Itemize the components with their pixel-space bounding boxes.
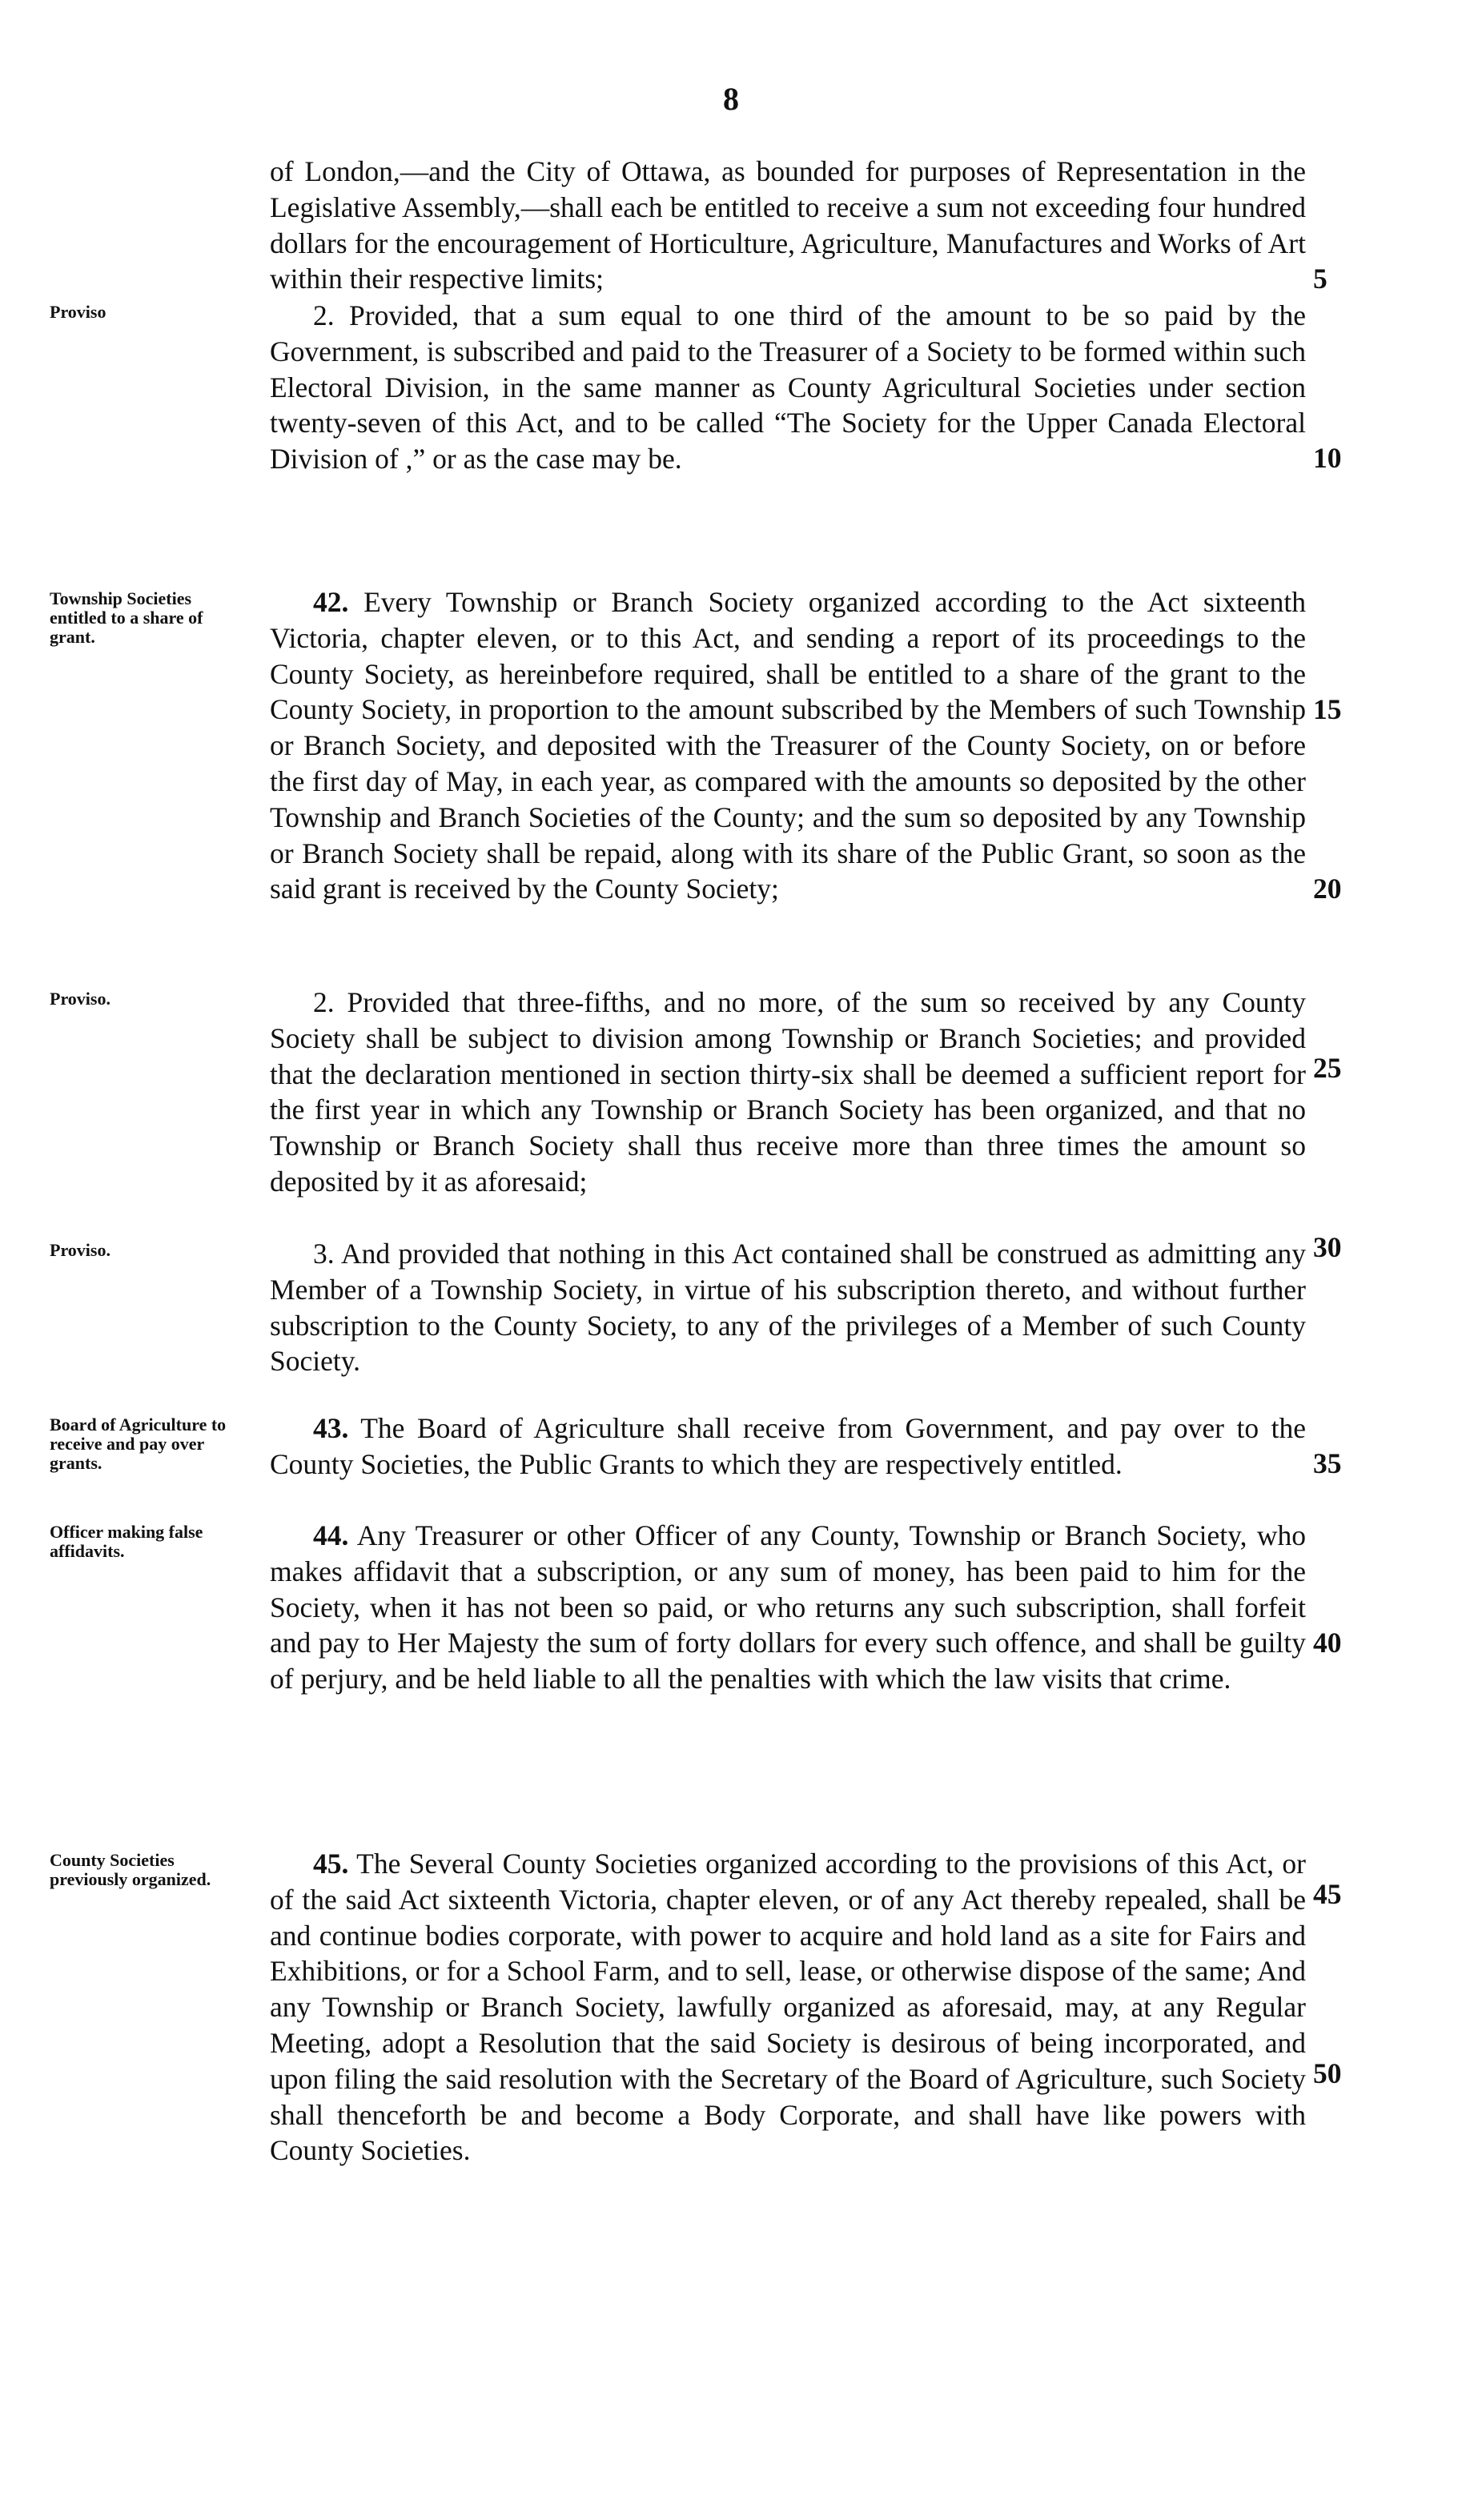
proviso-2-block — [270, 985, 1306, 1200]
section-43-number: 43. — [313, 1412, 349, 1444]
section-44-paragraph — [270, 1518, 1306, 1697]
line-number: 35 — [1313, 1447, 1342, 1479]
line-number: 30 — [1313, 1231, 1342, 1263]
line-number: 50 — [1313, 2057, 1342, 2089]
section-44-text: Any Treasurer or other Officer of any County, Township or Branch Society, who makes affidavit that a subscription, or any sum of money, has been paid to him for the Society, when it has not been so paid, or who returns any such subscription, shall forfeit and pay to Her Majesty the sum of forty dollars for every such offence, and shall be guilty of perjury, and be held liable to all the penalties with which the law visits that crime. — [270, 1519, 1306, 1695]
proviso-3-block — [270, 1236, 1306, 1379]
proviso-3-paragraph: 3. And provided that nothing in this Act contained shall be construed as admitting any Member of a Township Society, in virtue of his subscription thereto, and without further subscription to the County Society, to any of the privileges of a Member of such County Society. — [270, 1238, 1306, 1378]
proviso-2-paragraph: 2. Provided that three-fifths, and no more, of the sum so received by any County Society shall be subject to division among Township or Branch Societies; and provided that the declaration mentioned in section thirty-six shall be deemed a sufficient report for the first year in which any Township or Branch Society has been organized, and that no Township or Branch Society shall thus receive more than three times the amount so deposited by it as aforesaid; — [270, 986, 1306, 1198]
section-43-text: The Board of Agriculture shall receive from Government, and pay over to the County Societies, the Public Grants to which they are respectively entitled. — [270, 1412, 1307, 1480]
section-45-block — [270, 1846, 1306, 2169]
page-number: 8 — [723, 81, 739, 117]
section-42-block — [270, 584, 1306, 907]
line-number: 5 — [1313, 263, 1327, 295]
margin-note-section-45: County Societies previously organized. — [50, 1850, 211, 1889]
section-45-number: 45. — [313, 1848, 349, 1880]
section-43-block — [270, 1410, 1306, 1483]
section-42-number: 42. — [313, 586, 349, 618]
section-44-number: 44. — [313, 1519, 349, 1551]
continuation-paragraph: of London,—and the City of Ottawa, as bounded for purposes of Representation in the Legislative Assembly,—shall each be entitled to receive a sum not exceeding four hundred dollars for the encouragement of Horticulture, Agriculture, Manufactures and Works of Art within their respective limits; — [270, 155, 1306, 295]
line-number: 45 — [1313, 1878, 1342, 1910]
proviso-1-paragraph: 2. Provided, that a sum equal to one third of the amount to be so paid by the Government, is subscribed and paid to the Treasurer of a Society to be formed within such Electoral Division, in the same manner as County Agricultural Societies under section twenty-seven of this Act, and to be called “The Society for the Upper Canada Electoral Division of ,” or as the case may be. — [270, 299, 1306, 476]
line-number: 10 — [1313, 442, 1342, 474]
section-42-text: Every Township or Branch Society organized according to the Act sixteenth Victoria, chapter eleven, or to this Act, and sending a report of its proceedings to the County Society, as hereinbefore required, shall be entitled to a share of the grant to the County Society, in proportion to the amount subscribed by the Members of such Township or Branch Society, and deposited with the Treasurer of the County Society, on or before the first day of May, in each year, as compared with the amounts so deposited by the other Township and Branch Societies of the County; and the sum so deposited by any Township or Branch Society shall be repaid, along with its share of the Public Grant, so soon as the said grant is received by the County Society; — [270, 586, 1306, 905]
margin-note-proviso-3: Proviso. — [50, 1240, 110, 1260]
section-45-text: The Several County Societies organized according to the provisions of this Act, or of the said Act sixteenth Victoria, chapter eleven, or of any Act thereby repealed, shall be and continue bodies corporate, with power to acquire and hold land as a site for Fairs and Exhibitions, or for a School Farm, and to sell, lease, or otherwise dispose of the same; And any Township or Branch Society, lawfully organized as aforesaid, may, at any Regular Meeting, adopt a Resolution that the said Society is desirous of being incorporated, and upon filing the said resolution with the Secretary of the Board of Agriculture, such Society shall thenceforth be and become a Body Corporate, and shall have like powers with County Societies. — [270, 1848, 1307, 2167]
margin-note-proviso-2: Proviso. — [50, 989, 110, 1009]
margin-note-section-42: Township Societies entitled to a share of grant. — [50, 588, 203, 647]
line-number: 15 — [1313, 693, 1342, 725]
proviso-1-block — [270, 298, 1306, 477]
section-42-paragraph — [270, 584, 1306, 907]
section-45-paragraph — [270, 1846, 1306, 2169]
continuation-block — [270, 154, 1306, 297]
line-number: 40 — [1313, 1627, 1342, 1659]
section-43-paragraph — [270, 1410, 1306, 1483]
line-number: 25 — [1313, 1052, 1342, 1084]
margin-note-proviso-1: Proviso — [50, 302, 106, 322]
margin-note-section-43: Board of Agriculture to receive and pay over grants. — [50, 1414, 227, 1473]
line-number: 20 — [1313, 873, 1342, 905]
margin-note-section-44: Officer making false affidavits. — [50, 1522, 203, 1561]
section-44-block — [270, 1518, 1306, 1697]
